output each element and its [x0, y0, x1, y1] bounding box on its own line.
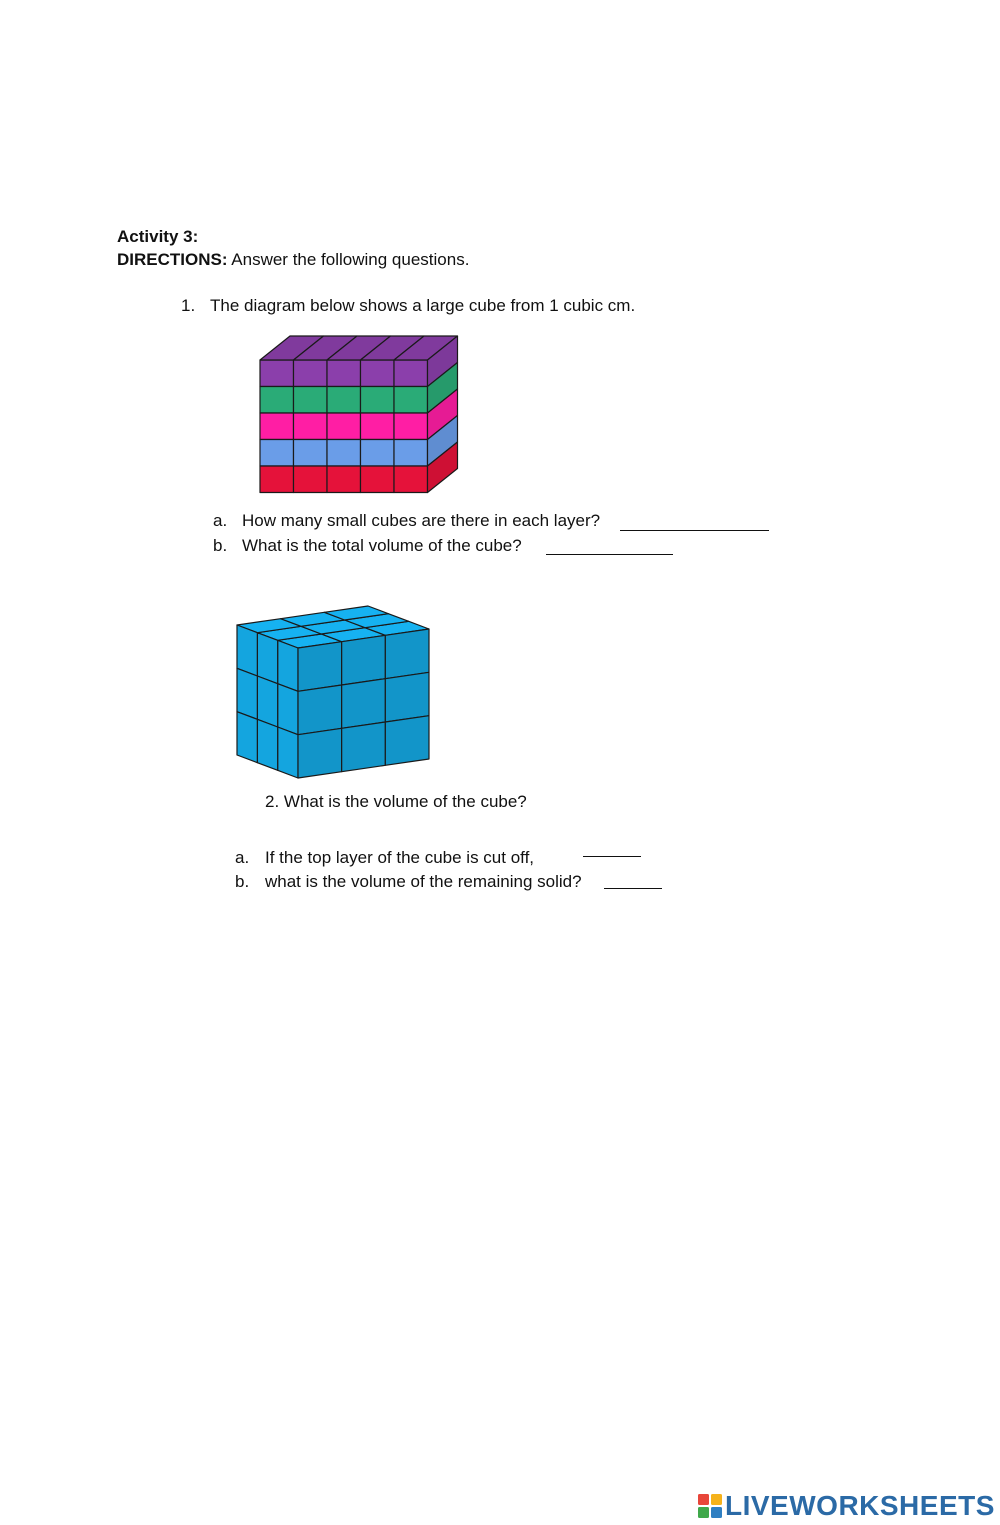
liveworksheets-logo-icon — [698, 1494, 722, 1518]
q1b-marker: b. — [213, 536, 228, 555]
cuboid-front-cell — [361, 440, 395, 467]
cube-right-cell — [298, 642, 342, 692]
cube-left-cell — [237, 712, 257, 763]
cuboid-front-cell — [260, 466, 294, 493]
cube-right-cell — [342, 679, 386, 729]
q2a-text: If the top layer of the cube is cut off, — [265, 848, 535, 867]
cuboid-front-cell — [327, 413, 361, 440]
cuboid-front-cell — [294, 387, 328, 414]
q2a-answer-blank[interactable] — [583, 856, 641, 857]
directions — [117, 250, 469, 270]
cuboid-front-cell — [394, 413, 428, 440]
logo-square — [698, 1507, 709, 1518]
cube-right-cell — [385, 716, 429, 766]
cuboid-front-cell — [260, 360, 294, 387]
q1-text: The diagram below shows a large cube from 1 cubic cm. — [210, 296, 636, 315]
cuboid-front-cell — [294, 440, 328, 467]
cuboid-front-cell — [327, 466, 361, 493]
logo-square — [698, 1494, 709, 1505]
cube-left-cell — [237, 668, 257, 719]
liveworksheets-logo[interactable] — [698, 1489, 995, 1523]
activity-title: Activity 3: — [117, 227, 199, 246]
cube-right-cell — [298, 728, 342, 778]
q2b-text: what is the volume of the remaining solid? — [265, 872, 582, 891]
q1a-marker: a. — [213, 511, 228, 530]
cube-right-cell — [342, 722, 386, 772]
rubik-cube-figure — [232, 594, 437, 784]
q1b-text: What is the total volume of the cube? — [242, 536, 522, 555]
cuboid-front-cell — [394, 466, 428, 493]
cuboid-front-cell — [394, 387, 428, 414]
q2b-marker: b. — [235, 872, 250, 891]
q1-number: 1. — [181, 296, 196, 315]
logo-square — [711, 1494, 722, 1505]
q1a-text: How many small cubes are there in each layer? — [242, 511, 601, 530]
cube-left-cell — [257, 676, 277, 727]
q2b-answer-blank[interactable] — [604, 888, 662, 889]
layered-cuboid-figure — [255, 330, 465, 500]
cuboid-front-cell — [394, 360, 428, 387]
cube-left-cell — [237, 625, 257, 676]
cube-right-cell — [298, 685, 342, 735]
cuboid-front-cell — [361, 387, 395, 414]
directions-label: DIRECTIONS: — [117, 250, 228, 269]
q2-text: 2. What is the volume of the cube? — [265, 792, 527, 811]
cube-right-cell — [385, 672, 429, 722]
cuboid-front-cell — [294, 360, 328, 387]
q1b-answer-blank[interactable] — [546, 554, 673, 555]
logo-square — [711, 1507, 722, 1518]
cuboid-front-cell — [294, 413, 328, 440]
cuboid-front-cell — [294, 466, 328, 493]
cube-left-cell — [257, 719, 277, 770]
cube-left-cell — [257, 633, 277, 684]
cuboid-front-cell — [260, 413, 294, 440]
cuboid-front-cell — [260, 440, 294, 467]
cuboid-front-cell — [361, 466, 395, 493]
cuboid-front-cell — [327, 360, 361, 387]
cube-left-cell — [278, 727, 298, 778]
cuboid-front-cell — [327, 440, 361, 467]
cuboid-front-cell — [361, 360, 395, 387]
cuboid-front-cell — [361, 413, 395, 440]
cube-right-cell — [385, 629, 429, 679]
cuboid-front-cell — [327, 387, 361, 414]
cube-left-cell — [278, 684, 298, 735]
cuboid-front-cell — [260, 387, 294, 414]
cube-left-cell — [278, 640, 298, 691]
directions-text: Answer the following questions. — [227, 250, 470, 269]
cuboid-front-cell — [394, 440, 428, 467]
cube-right-cell — [342, 635, 386, 685]
liveworksheets-logo-text: LIVEWORKSHEETS — [725, 1490, 995, 1521]
q1a-answer-blank[interactable] — [620, 530, 769, 531]
q2a-marker: a. — [235, 848, 250, 867]
